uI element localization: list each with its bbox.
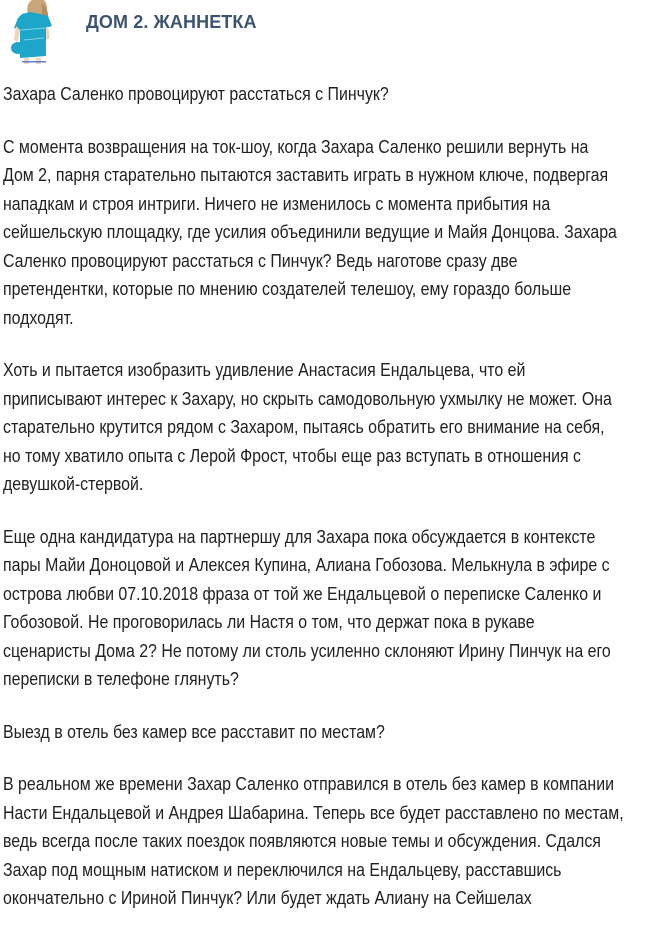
text-line: Хоть и пытается изобразить удивление Анастасия Ендальцева, что ей — [3, 359, 526, 380]
site-title[interactable]: ДОМ 2. ЖАННЕТКА — [86, 12, 257, 32]
text-line: но тому хватило опыта с Лерой Фрост, чтобы еще раз вступать в отношения с — [3, 444, 582, 466]
woman-in-blue-dress-icon — [8, 0, 64, 64]
text-line: девушкой-стервой. — [3, 473, 144, 494]
text-line: В реальном же времени Захар Саленко отправился в отель без камер в компании — [3, 773, 614, 794]
article-paragraph — [3, 133, 667, 333]
text-line: Гобозовой. Не проговорилась ли Настя о том, что держат пока в рукаве — [3, 611, 535, 632]
article-paragraph — [3, 770, 667, 913]
text-line: приписывают интерес к Захару, но скрыть самодовольную ухмылку не может. Она — [3, 387, 612, 409]
text-line: нападкам и строя интриги. Ничего не изменилось с момента прибытия на — [3, 192, 551, 214]
article-body — [3, 80, 667, 937]
text-line: окончательно с Ириной Пинчук? Или будет ждать Алиану на Сейшелах — [3, 887, 532, 908]
text-line: Насти Ендальцевой и Андрея Шабарина. Теперь все будет расставлено по местам, — [3, 801, 624, 823]
woman-avatar-icon — [8, 0, 64, 64]
text-line: Захар под мощным натиском и переключился на Ендальцеву, расставшись — [3, 858, 562, 880]
text-line: старательно крутится рядом с Захаром, пытаясь обратить его внимание на себя, — [3, 416, 605, 437]
site-header — [0, 0, 670, 66]
text-line: ведь всегда после таких поездок появляются новые темы и обсуждения. Сдался — [3, 830, 601, 851]
article-subheading — [3, 80, 667, 109]
article-subheading — [3, 718, 667, 747]
text-line: претендентки, которые по мнению создателей телешоу, ему гораздо больше — [3, 278, 572, 299]
text-line: С момента возвращения на ток-шоу, когда Захара Саленко решили вернуть на — [3, 135, 589, 157]
text-line: Захара Саленко провоцируют расстаться с Пинчук? — [3, 83, 389, 104]
text-line: сценаристы Дома 2? Не потому ли столь усиленно склоняют Ирину Пинчук на его — [3, 639, 611, 661]
text-line: подходят. — [3, 306, 74, 328]
text-line: Дом 2, парня старательно пытаются заставить играть в нужном ключе, подвергая — [3, 164, 609, 185]
text-line: переписки в телефоне глянуть? — [3, 668, 239, 689]
article-paragraph — [3, 356, 667, 499]
article-paragraph — [3, 523, 667, 694]
text-line: острова любви 07.10.2018 фраза от той же Ендальцевой о переписке Саленко и — [3, 582, 602, 604]
text-line: Саленко провоцируют расстаться с Пинчук? Ведь наготове сразу две — [3, 249, 518, 271]
text-line: Еще одна кандидатура на партнершу для Захара пока обсуждается в контексте — [3, 525, 596, 547]
text-line: Выезд в отель без камер все расставит по местам? — [3, 720, 385, 742]
text-line: пары Майи Доноцовой и Алексея Купина, Алиана Гобозова. Мелькнула в эфире с — [3, 554, 610, 575]
text-line: сейшельскую площадку, где усилия объединили ведущие и Майя Донцова. Захара — [3, 221, 617, 242]
